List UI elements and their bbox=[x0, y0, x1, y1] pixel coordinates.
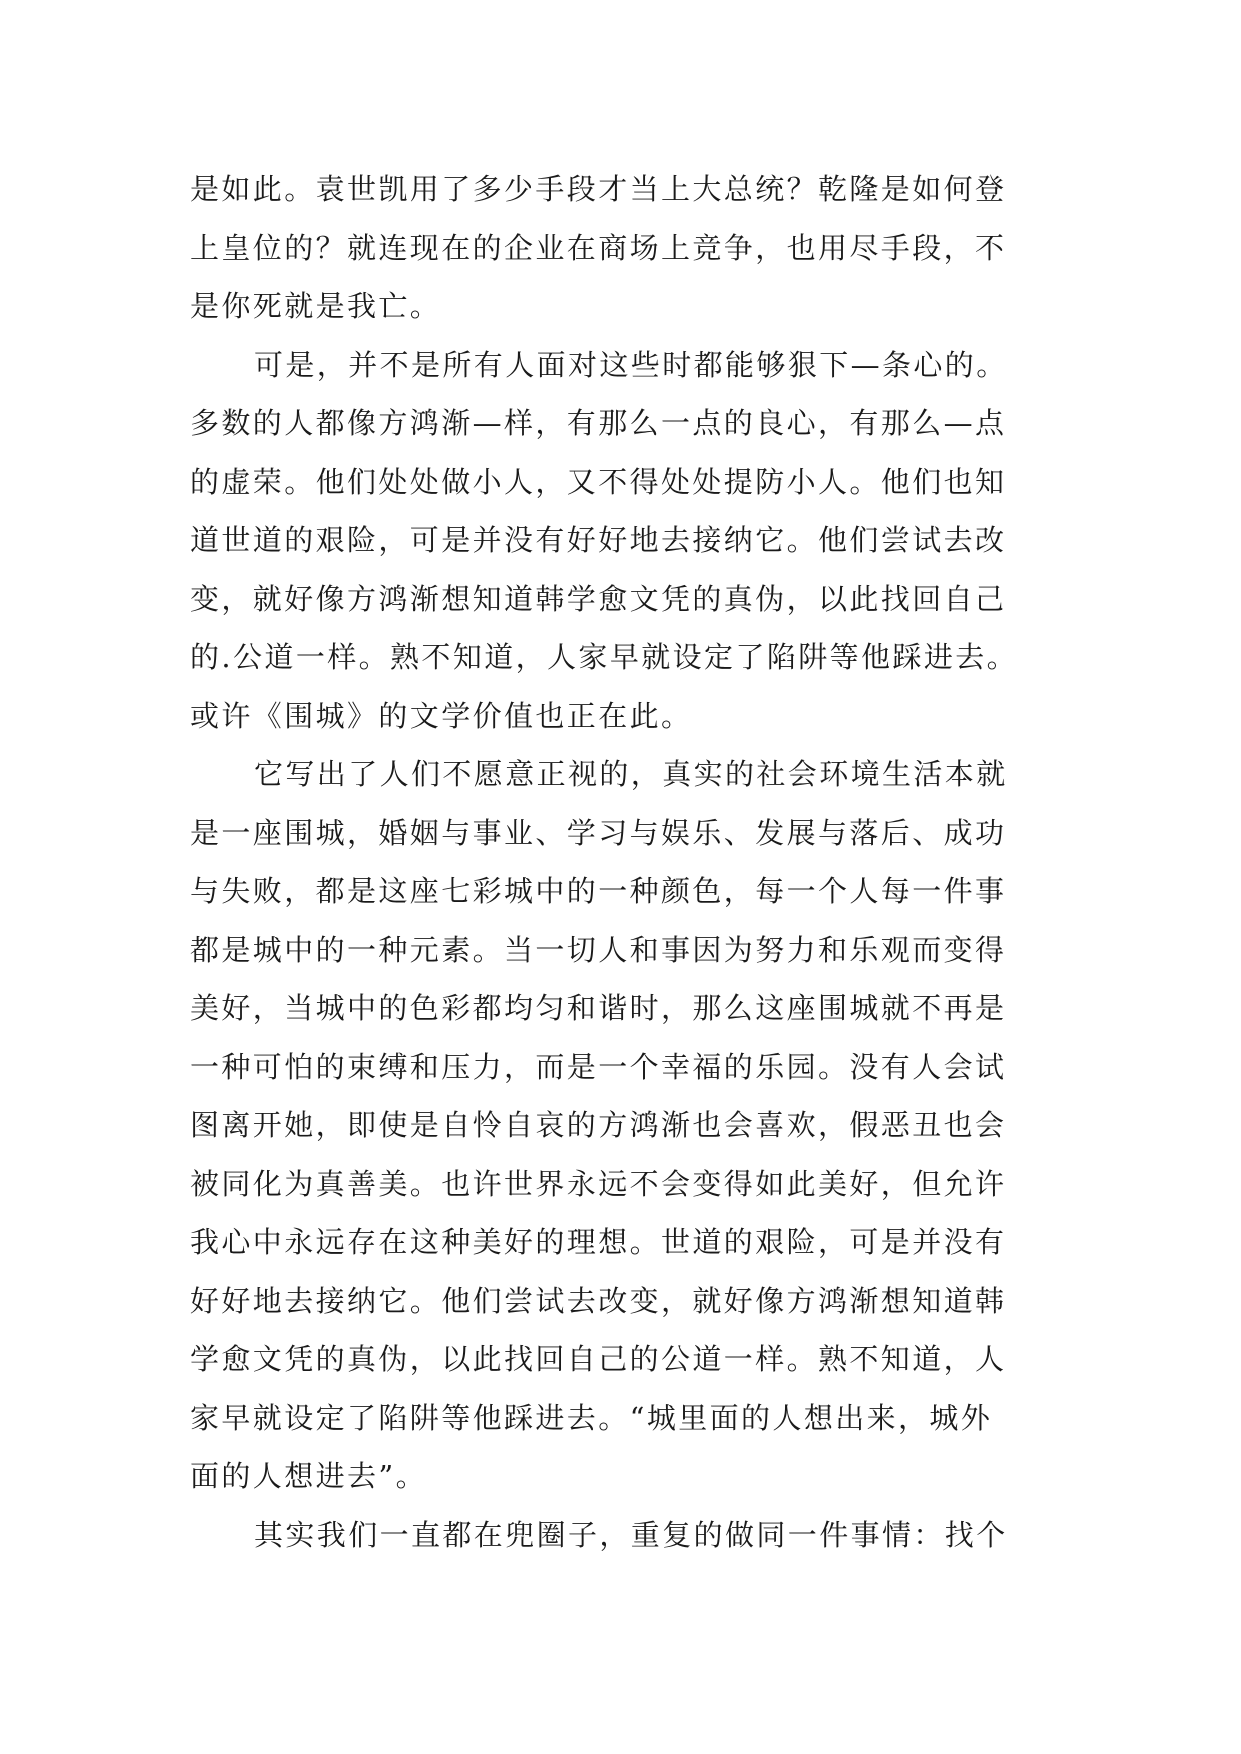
text-line: 被同化为真善美。也许世界永远不会变得如此美好，但允许 bbox=[190, 1166, 1007, 1201]
text-line: 与失败，都是这座七彩城中的一种颜色，每一个人每一件事 bbox=[190, 874, 1007, 908]
paragraph bbox=[190, 1506, 1070, 1565]
text-line: 是如此。袁世凯用了多少手段才当上大总统？乾隆是如何登 bbox=[190, 172, 1007, 206]
text-line: 多数的人都像方鸿渐—样，有那么一点的良心，有那么—点 bbox=[190, 406, 1007, 440]
paragraph bbox=[190, 336, 1070, 746]
text-line: 是一座围城，婚姻与事业、学习与娱乐、发展与落后、成功 bbox=[190, 815, 1007, 850]
text-line: 变，就好像方鸿渐想知道韩学愈文凭的真伪，以此找回自己 bbox=[190, 581, 1007, 616]
paragraph bbox=[190, 745, 1070, 1506]
text-line: 可是，并不是所有人面对这些时都能够狠下—条心的。 bbox=[254, 347, 1008, 382]
text-line: 美好，当城中的色彩都均匀和谐时，那么这座围城就不再是 bbox=[190, 991, 1007, 1025]
text-line: 图离开她，即使是自怜自哀的方鸿渐也会喜欢，假恶丑也会 bbox=[190, 1108, 1007, 1142]
text-line: 好好地去接纳它。他们尝试去改变，就好像方鸿渐想知道韩 bbox=[190, 1283, 1007, 1318]
paragraph bbox=[190, 160, 1070, 336]
text-line: 学愈文凭的真伪，以此找回自己的公道一样。熟不知道，人 bbox=[190, 1342, 1007, 1376]
text-line: 一种可怕的束缚和压力，而是一个幸福的乐园。没有人会试 bbox=[190, 1049, 1007, 1084]
text-line: 或许《围城》的文学价值也正在此。 bbox=[190, 698, 693, 733]
text-line: 上皇位的？就连现在的企业在商场上竞争，也用尽手段，不 bbox=[190, 230, 1007, 265]
text-line: 道世道的艰险，可是并没有好好地去接纳它。他们尝试去改 bbox=[190, 523, 1007, 557]
text-line: 的.公道一样。熟不知道，人家早就设定了陷阱等他踩进去。 bbox=[190, 640, 1019, 674]
text-line: 都是城中的一种元素。当一切人和事因为努力和乐观而变得 bbox=[190, 932, 1007, 967]
text-line: 是你死就是我亡。 bbox=[190, 289, 442, 323]
text-line: 它写出了人们不愿意正视的，真实的社会环境生活本就 bbox=[254, 757, 1008, 791]
text-line: 面的人想进去”。 bbox=[190, 1459, 428, 1493]
text-line: 其实我们一直都在兜圈子，重复的做同一件事情：找个 bbox=[254, 1517, 1008, 1552]
text-line: 我心中永远存在这种美好的理想。世道的艰险，可是并没有 bbox=[190, 1225, 1007, 1259]
text-line: 的虚荣。他们处处做小人，又不得处处提防小人。他们也知 bbox=[190, 464, 1007, 499]
body-text bbox=[190, 160, 1070, 1564]
text-line: 家早就设定了陷阱等他踩进去。“城里面的人想出来，城外 bbox=[190, 1400, 993, 1435]
